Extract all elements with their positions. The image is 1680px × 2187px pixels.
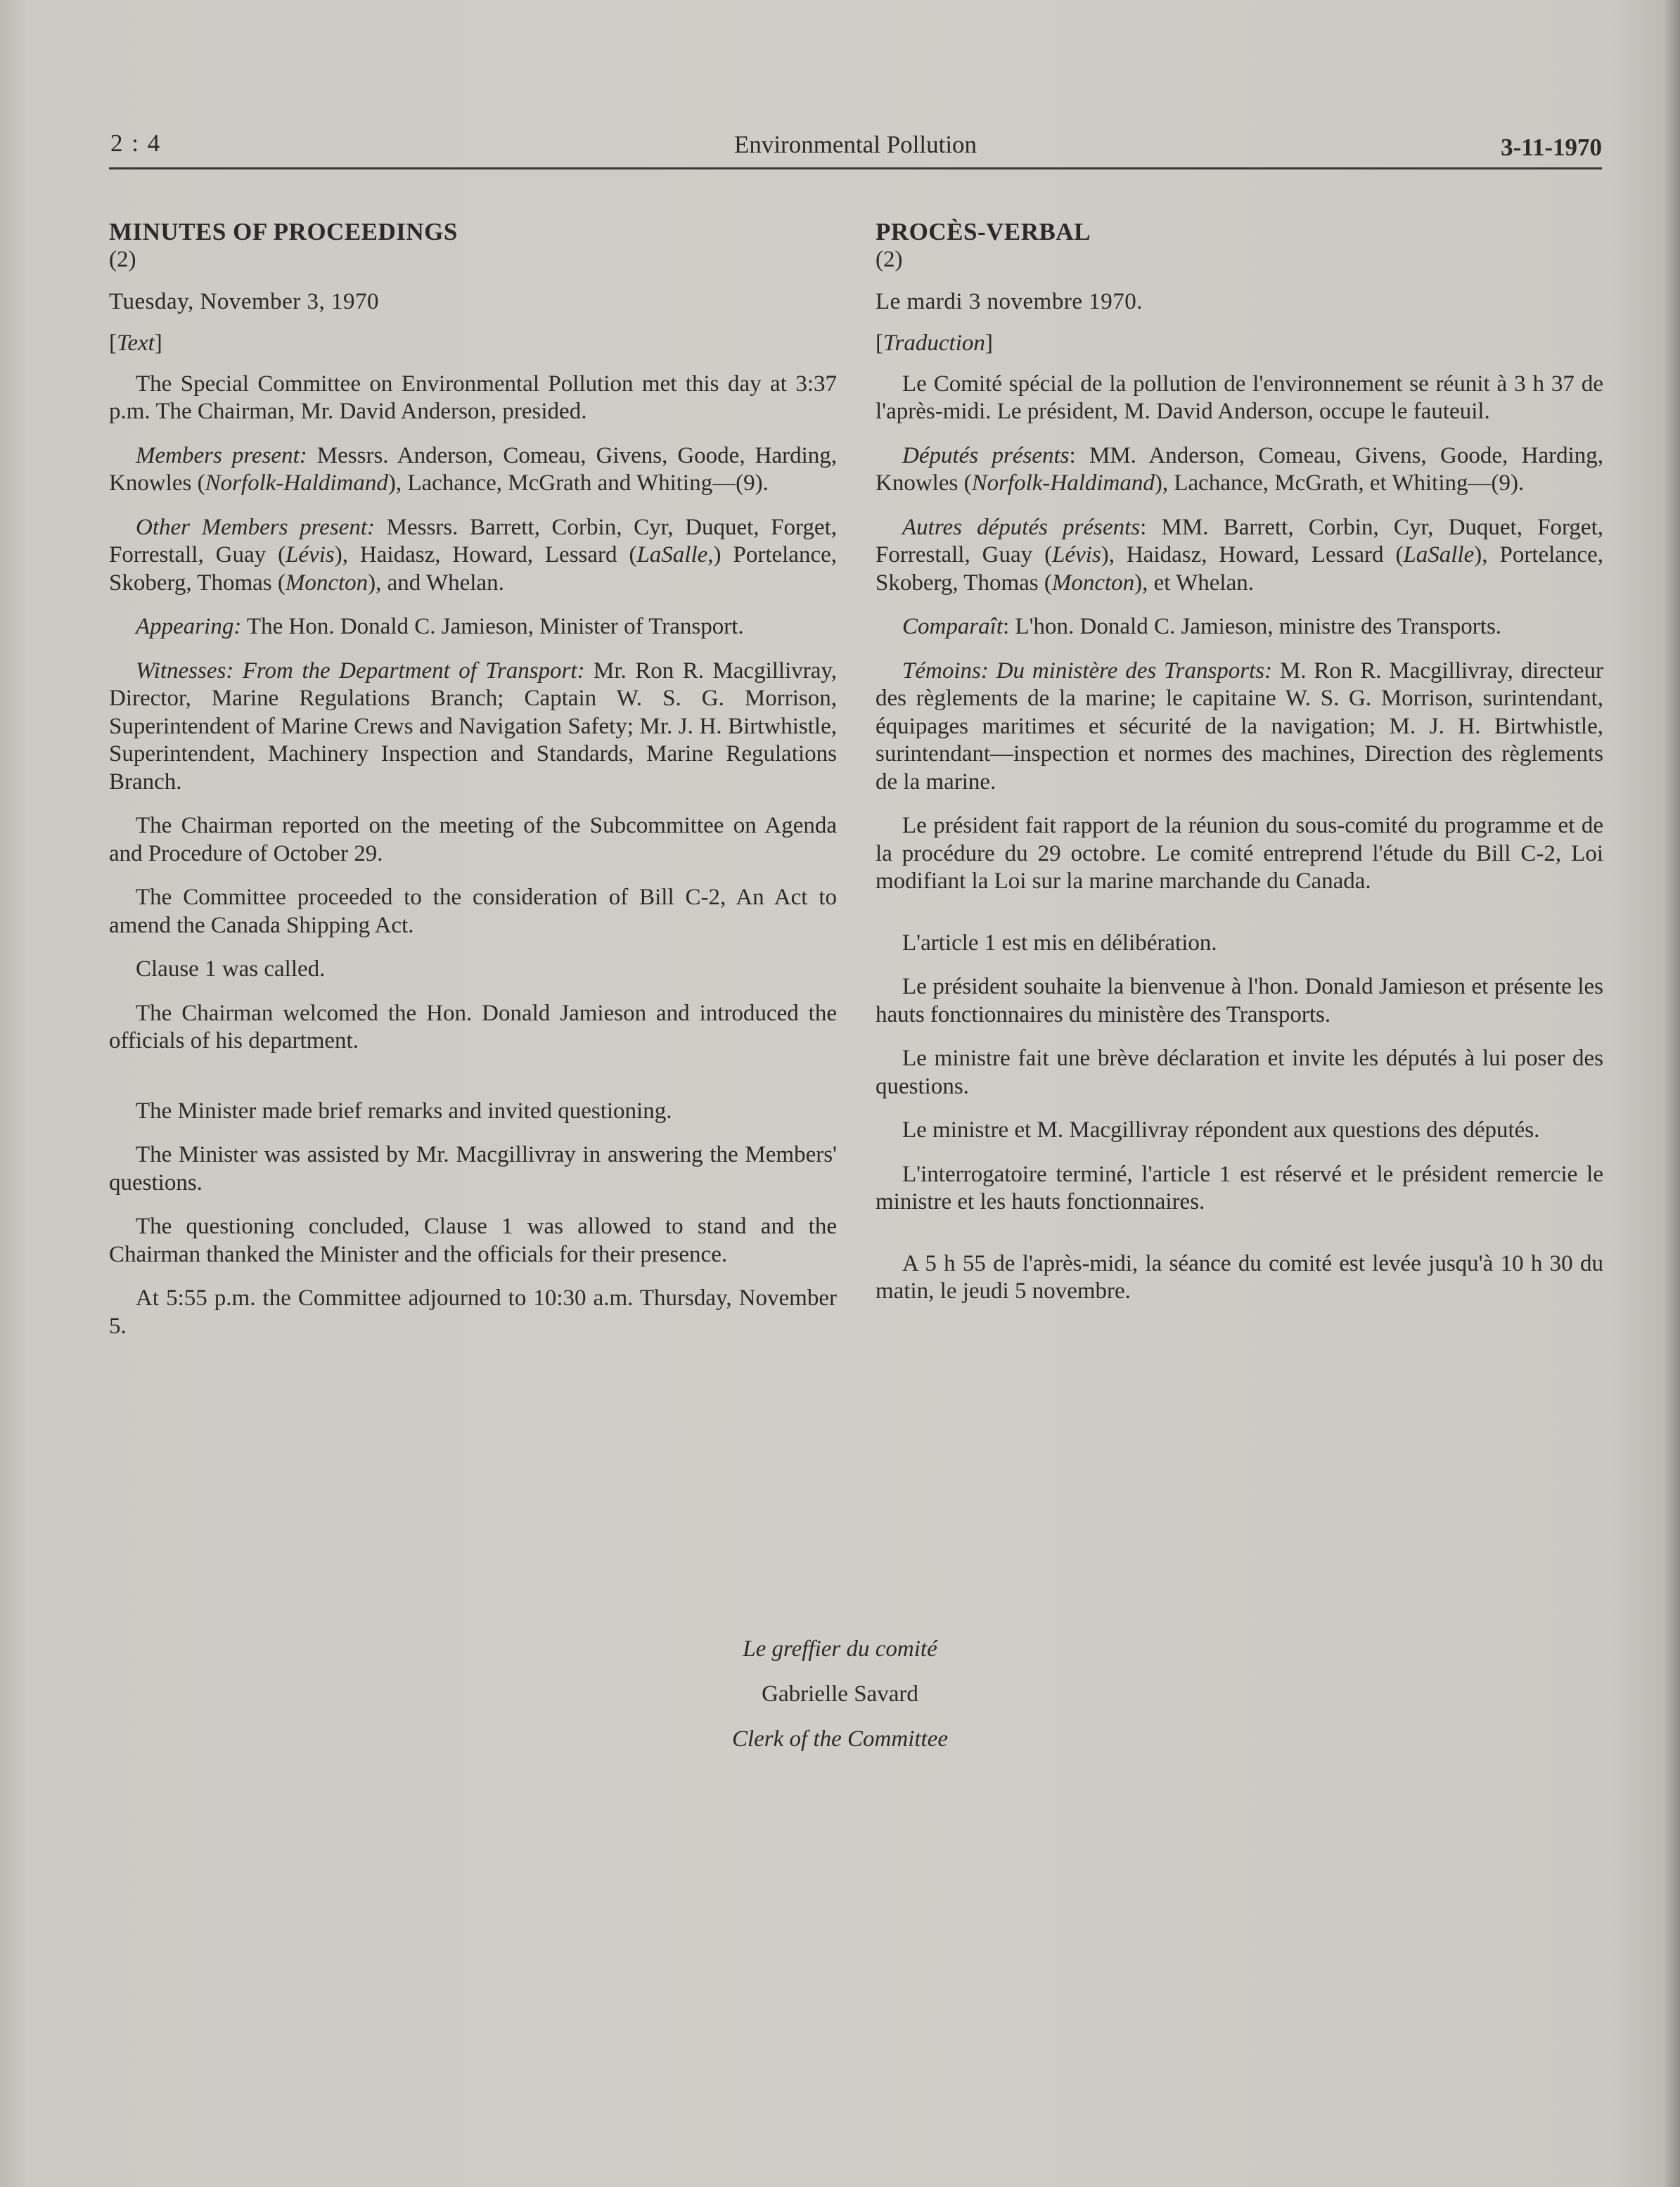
- remarks-paragraph: Le ministre fait une brève déclaration et invite les députés à lui poser des questions.: [876, 1046, 1603, 1099]
- appearing-label: Appearing:: [136, 614, 242, 639]
- clerk-title-english: Clerk of the Committee: [731, 1726, 949, 1752]
- french-column: [876, 218, 1603, 1322]
- meeting-date: Le mardi 3 novembre 1970.: [876, 288, 1143, 314]
- clerk-title-french: Le greffier du comité: [743, 1636, 937, 1662]
- members-text-end: ), Lachance, McGrath, et Whiting—(9).: [1154, 470, 1525, 496]
- language-tag-text: Text: [117, 331, 155, 356]
- adjourn-paragraph: A 5 h 55 de l'après-midi, la séance du comité est levée jusqu'à 10 h 30 du matin, le jeudi 5 novembre.: [876, 1250, 1603, 1304]
- clause-paragraph: L'article 1 est mis en délibération.: [902, 930, 1217, 956]
- report-paragraph: The Chairman reported on the meeting of the Subcommittee on Agenda and Procedure of October 29.: [109, 813, 837, 866]
- appearing: [876, 613, 1603, 641]
- language-tag-text: Traduction: [883, 331, 985, 356]
- members-text: : MM. Anderson, Comeau, Givens, Goode, Harding, Knowles (: [876, 442, 1603, 496]
- other-members-text-end: ), et Whelan.: [1134, 570, 1254, 596]
- witnesses: [876, 658, 1603, 797]
- riding-name: Lévis: [286, 542, 335, 567]
- welcome-paragraph: Le président souhaite la bienvenue à l'hon. Donald Jamieson et présente les hauts fonctionnaires du ministère des Transports.: [876, 974, 1603, 1027]
- clause-paragraph: Clause 1 was called.: [136, 956, 326, 982]
- other-members-text: Messrs. Barrett, Corbin, Cyr, Duquet, Forget, Forrestall, Guay (: [109, 514, 837, 567]
- riding-name: Moncton: [285, 570, 368, 596]
- other-members-text-end: ), and Whelan.: [368, 570, 504, 596]
- welcome-paragraph: The Chairman welcomed the Hon. Donald Jamieson and introduced the officials of his department.: [109, 1000, 837, 1053]
- section-heading: PROCÈS-VERBAL: [876, 218, 1091, 245]
- section-number: (2): [109, 247, 136, 272]
- page-edge: [1665, 0, 1680, 2187]
- members-text: Messrs. Anderson, Comeau, Givens, Goode, Harding, Knowles (: [109, 442, 837, 496]
- other-members-label: Autres députés présents: [902, 514, 1141, 540]
- meeting-paragraph: The Special Committee on Environmental Pollution met this day at 3:37 p.m. The Chairman, Mr. David Anderson, presided.: [109, 371, 837, 424]
- other-members-text: ) Portelance, Skoberg, Thomas (: [109, 542, 837, 596]
- publication-title: Environmental Pollution: [733, 131, 977, 158]
- bill-paragraph: The Committee proceeded to the consideration of Bill C-2, An Act to amend the Canada Shipping Act.: [109, 885, 837, 938]
- riding-name: Moncton: [1051, 570, 1135, 596]
- english-column: [109, 218, 837, 1357]
- assisted-paragraph: The Minister was assisted by Mr. Macgillivray in answering the Members' questions.: [109, 1142, 837, 1195]
- riding-name: Norfolk-Haldimand: [205, 470, 388, 496]
- members-present: [109, 442, 837, 498]
- appearing-label: Comparaît: [902, 614, 1003, 639]
- concluded-paragraph: L'interrogatoire terminé, l'article 1 est réservé et le président remercie le ministre et les hauts fonctionnaires.: [876, 1161, 1603, 1214]
- language-tag: [Traduction]: [876, 331, 993, 356]
- riding-name: Norfolk-Haldimand: [971, 470, 1155, 496]
- language-tag: [Text]: [109, 331, 162, 356]
- clerk-name: Gabrielle Savard: [762, 1681, 918, 1707]
- section-number: (2): [876, 247, 903, 272]
- page-number: 2 : 4: [110, 129, 162, 157]
- members-present: [876, 442, 1603, 498]
- witnesses-text: Mr. Ron R. Macgillivray, Director, Marine Regulations Branch; Captain W. S. G. Morrison, Superintendent of Marine Crews and Navigation Safety; Mr. J. H. Birtwhistle, Superintendent, Machinery Inspection and Standards, Marine Regulations Branch.: [109, 658, 837, 795]
- witnesses-text: M. Ron R. Macgillivray, directeur des règlements de la marine; le capitaine W. S. G. Morrison, surintendant, équipages maritimes et sécurité de la navigation; M. J. H. Birtwhistle, surintendant—inspection et normes des machines, Direction des règlements de la marine.: [876, 658, 1603, 795]
- section-heading: MINUTES OF PROCEEDINGS: [109, 218, 458, 245]
- riding-name: Lévis: [1052, 542, 1101, 567]
- assisted-paragraph: Le ministre et M. Macgillivray répondent aux questions des députés.: [902, 1117, 1540, 1143]
- adjourn-paragraph: At 5:55 p.m. the Committee adjourned to 10:30 a.m. Thursday, November 5.: [109, 1285, 837, 1339]
- riding-name: LaSalle,: [636, 542, 714, 567]
- meeting-paragraph: Le Comité spécial de la pollution de l'environnement se réunit à 3 h 37 de l'après-midi. Le président, M. David Anderson, occupe le fauteuil.: [876, 371, 1603, 424]
- members-label: Députés présents: [902, 442, 1070, 468]
- other-members-text: ), Haidasz, Howard, Lessard (: [334, 542, 637, 567]
- report-paragraph: Le président fait rapport de la réunion du sous-comité du programme et de la procédure du 29 octobre. Le comité entreprend l'étude du Bill C-2, Loi modifiant la Loi sur la marine marchande du Canada.: [876, 813, 1603, 894]
- other-members-present: [876, 514, 1603, 598]
- concluded-paragraph: The questioning concluded, Clause 1 was allowed to stand and the Chairman thanked the Minister and the officials for their presence.: [109, 1214, 837, 1267]
- running-header: [109, 128, 1602, 169]
- riding-name: LaSalle: [1403, 542, 1475, 567]
- other-members-label: Other Members present:: [136, 514, 375, 540]
- other-members-text: : MM. Barrett, Corbin, Cyr, Duquet, Forget, Forrestall, Guay (: [876, 514, 1604, 567]
- members-label: Members present:: [136, 442, 307, 468]
- header-date: 3-11-1970: [1501, 134, 1602, 161]
- remarks-paragraph: The Minister made brief remarks and invited questioning.: [136, 1098, 672, 1124]
- witnesses-label: Témoins: Du ministère des Transports:: [902, 658, 1273, 684]
- other-members-text: ), Portelance, Skoberg, Thomas (: [876, 542, 1603, 596]
- appearing-text: : L'hon. Donald C. Jamieson, ministre des Transports.: [1003, 614, 1502, 639]
- appearing-text: The Hon. Donald C. Jamieson, Minister of Transport.: [241, 614, 744, 639]
- other-members-text: ), Haidasz, Howard, Lessard (: [1101, 542, 1404, 567]
- witnesses: [109, 658, 837, 797]
- appearing: [109, 613, 837, 641]
- witnesses-label: Witnesses: From the Department of Transport:: [136, 658, 585, 684]
- other-members-present: [109, 514, 837, 598]
- members-text-end: ), Lachance, McGrath and Whiting—(9).: [387, 470, 769, 496]
- meeting-date: Tuesday, November 3, 1970: [109, 288, 380, 314]
